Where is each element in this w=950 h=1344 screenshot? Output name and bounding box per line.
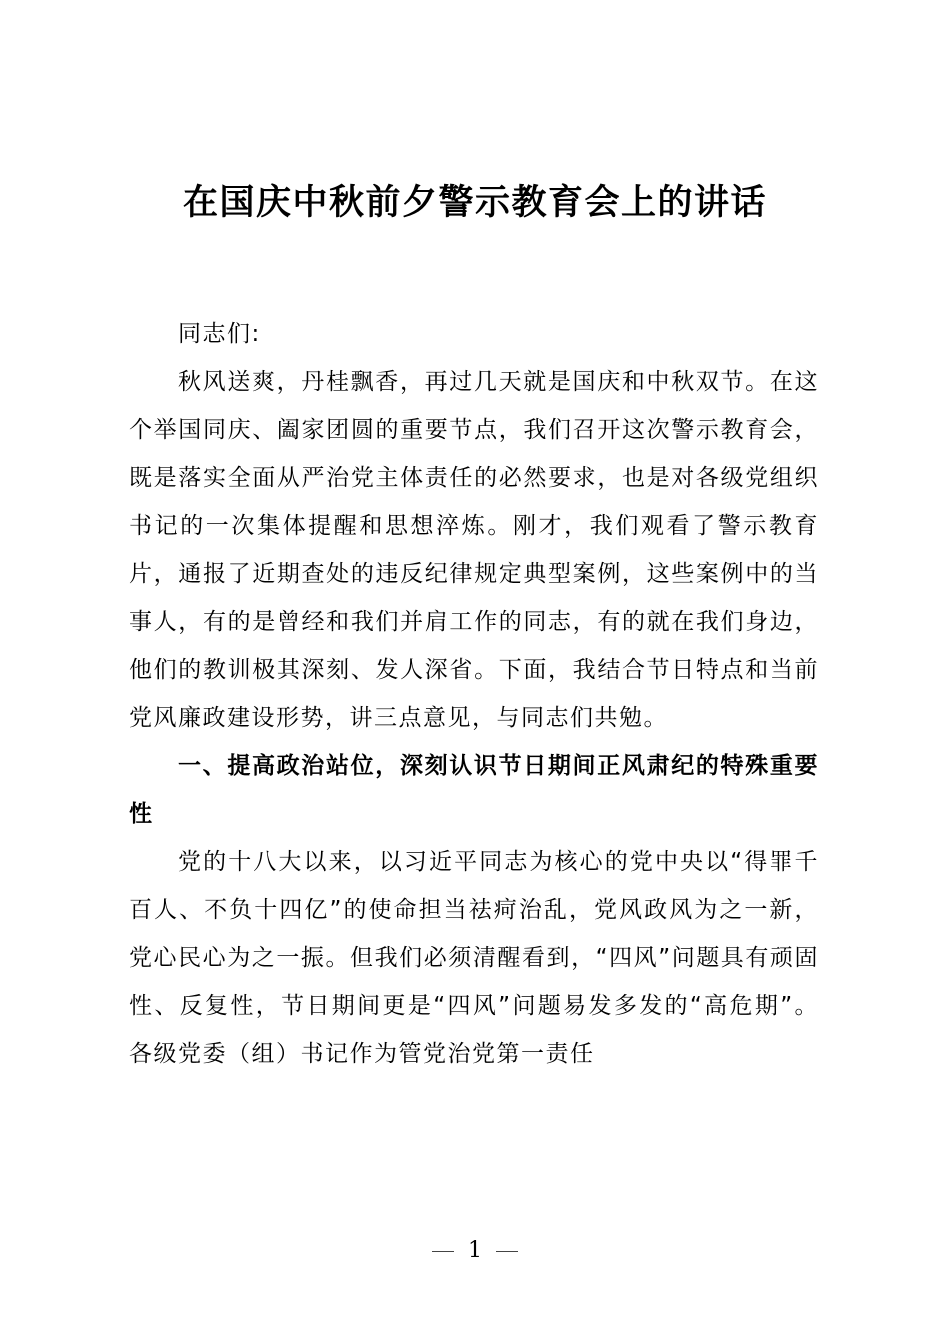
document-body bbox=[129, 310, 819, 1078]
dash-right bbox=[496, 1251, 518, 1252]
page-footer bbox=[0, 1236, 950, 1266]
page-number: 1 bbox=[468, 1238, 482, 1263]
salutation: 同志们: bbox=[178, 321, 261, 347]
section-paragraph: 党的十八大以来，以习近平同志为核心的党中央以“得罪千百人、不负十四亿”的使命担当祛疴治乱，党风政风为之一新，党心民心为之一振。但我们必须清醒看到，“四风”问题具有顽固性、反复性，节日期间更是“四风”问题易发多发的“高危期”。各级党委（组）书记作为管党治党第一责任 bbox=[129, 849, 819, 1067]
dash-left bbox=[432, 1251, 454, 1252]
document-title: 在国庆中秋前夕警示教育会上的讲话 bbox=[182, 182, 767, 223]
opening-paragraph: 秋风送爽，丹桂飘香，再过几天就是国庆和中秋双节。在这个举国同庆、阖家团圆的重要节点，我们召开这次警示教育会，既是落实全面从严治党主体责任的必然要求，也是对各级党组织书记的一次集体提醒和思想淬炼。刚才，我们观看了警示教育片，通报了近期查处的违反纪律规定典型案例，这些案例中的当事人，有的是曾经和我们并肩工作的同志，有的就在我们身边，他们的教训极其深刻、发人深省。下面，我结合节日特点和当前党风廉政建设形势，讲三点意见，与同志们共勉。 bbox=[129, 369, 819, 731]
section-heading: 一、提高政治站位，深刻认识节日期间正风肃纪的特殊重要性 bbox=[129, 753, 819, 827]
